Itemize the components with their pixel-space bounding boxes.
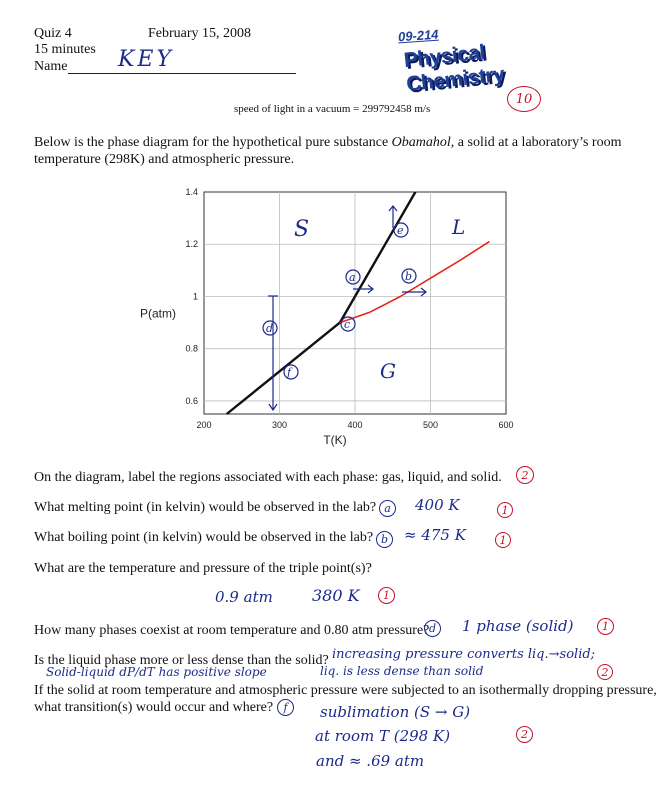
course-title: Physical Chemistry: [402, 40, 506, 97]
name-label: Name: [34, 59, 68, 74]
question-2: What melting point (in kelvin) would be observed in the lab?: [34, 500, 377, 515]
intro-line1: Below is the phase diagram for the hypothetical pure substance Obamahol, a solid at a laboratory’s room: [34, 135, 622, 150]
points-q2: 1: [497, 502, 513, 518]
answer-q3: ≈ 475 K: [404, 526, 466, 544]
y-axis-label: P(atm): [140, 306, 176, 321]
answer-q4-pressure: 0.9 atm: [215, 588, 273, 606]
substance-name: Obamahol: [391, 135, 451, 150]
question-3: What boiling point (in kelvin) would be observed in the lab?: [34, 530, 374, 545]
points-q5: 1: [597, 618, 614, 635]
q7-mark: f: [277, 699, 294, 716]
region-gas-label: G: [380, 359, 396, 383]
q2-mark: a: [379, 500, 396, 517]
answer-q7-line1: sublimation (S → G): [320, 703, 471, 721]
svg-text:b: b: [405, 270, 413, 283]
points-q1: 2: [516, 466, 534, 484]
q5-mark: d: [424, 620, 441, 637]
y-tick-label: 0.6: [185, 395, 198, 406]
name-value: KEY: [118, 47, 175, 72]
speed-of-light: speed of light in a vacuum = 299792458 m/s: [234, 103, 431, 115]
quiz-date: February 15, 2008: [148, 26, 252, 41]
quiz-label: Quiz 4: [34, 26, 72, 41]
x-axis-label: T(K): [323, 433, 347, 447]
question-1: On the diagram, label the regions associated with each phase: gas, liquid, and solid.: [34, 470, 502, 485]
x-tick-label: 500: [422, 420, 439, 430]
points-q4: 1: [378, 587, 395, 604]
question-5: How many phases coexist at room temperature and 0.80 atm pressure?: [34, 623, 430, 638]
y-tick-label: 1.2: [185, 239, 198, 250]
q3-mark: b: [376, 531, 393, 548]
question-7-line2: what transition(s) would occur and where?: [34, 700, 274, 715]
question-6: Is the liquid phase more or less dense than the solid?: [34, 653, 329, 668]
quiz-duration: 15 minutes: [34, 42, 96, 57]
x-tick-label: 300: [271, 420, 288, 430]
answer-q6-line1: increasing pressure converts liq.→solid;: [332, 647, 596, 662]
svg-text:d: d: [266, 322, 274, 335]
answer-q6-conclusion: liq. is less dense than solid: [320, 664, 484, 678]
svg-text:a: a: [349, 271, 356, 284]
x-tick-label: 400: [347, 420, 363, 430]
svg-text:e: e: [397, 224, 404, 237]
y-tick-label: 1: [192, 291, 198, 302]
points-q7: 2: [516, 726, 533, 743]
phase-diagram: [130, 178, 530, 453]
answer-q7-line2: at room T (298 K): [315, 727, 451, 745]
answer-q4-temperature: 380 K: [312, 586, 360, 605]
answer-q6-reason: Solid-liquid dP/dT has positive slope: [46, 665, 267, 679]
region-liquid-label: L: [452, 215, 466, 239]
svg-text:f: f: [287, 366, 292, 379]
question-4: What are the temperature and pressure of the triple point(s)?: [34, 561, 372, 576]
question-7-line1: If the solid at room temperature and atmospheric pressure were subjected to an isothermally dropping pressure,: [34, 683, 657, 698]
x-tick-label: 200: [196, 420, 212, 430]
answer-q7-line3: and ≈ .69 atm: [316, 752, 425, 770]
intro-line2: temperature (298K) and atmospheric pressure.: [34, 152, 295, 167]
x-tick-label: 600: [498, 420, 514, 430]
answer-q2: 400 K: [415, 496, 460, 514]
svg-text:c: c: [344, 318, 351, 331]
name-line: [68, 73, 296, 74]
points-q6: 2: [597, 664, 613, 680]
answer-q5: 1 phase (solid): [462, 617, 574, 635]
total-score: 10: [507, 86, 541, 112]
y-tick-label: 0.8: [185, 343, 198, 354]
y-tick-label: 1.4: [185, 187, 198, 197]
points-q3: 1: [495, 532, 511, 548]
course-number: 09-214: [397, 26, 439, 45]
region-solid-label: S: [294, 217, 310, 242]
